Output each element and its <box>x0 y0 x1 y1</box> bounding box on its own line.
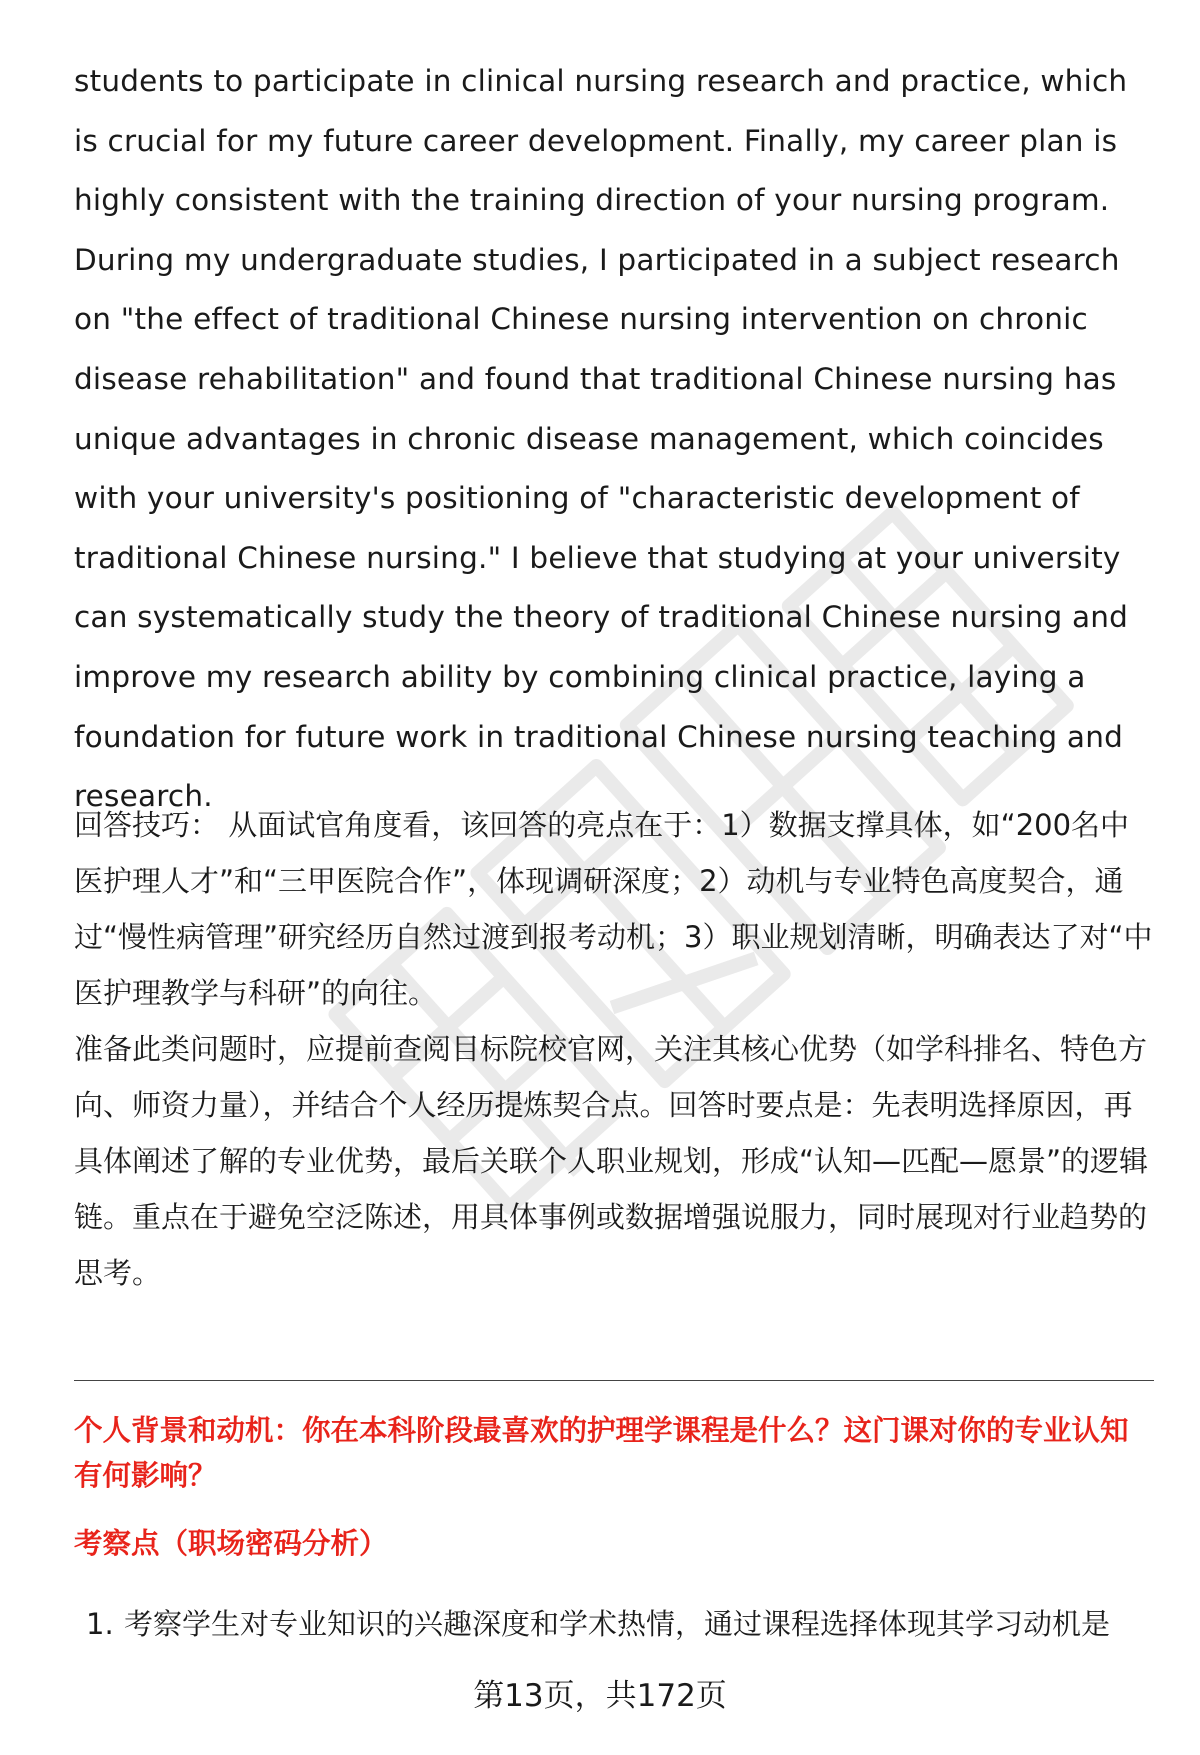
answer-tips-section <box>74 797 1154 1301</box>
question-title: 个人背景和动机：你在本科阶段最喜欢的护理学课程是什么？这门课对你的专业认知有何影响？ <box>74 1414 1129 1492</box>
assessment-points-list <box>74 1602 1154 1647</box>
answer-english-paragraph: students to participate in clinical nursing research and practice, which is crucial for my future career development. Finally, my career plan is highly consistent with the training direction of your nursing program. During my undergraduate studies, I participated in a subject research on "the effect of traditional Chinese nursing intervention on chronic disease rehabilitation" and found that traditional Chinese nursing has unique advantages in chronic disease management, which coincides with your university's positioning of "characteristic development of traditional Chinese nursing." I believe that studying at your university can systematically study the theory of traditional Chinese nursing and improve my research ability by combining clinical practice, laying a foundation for future work in traditional Chinese nursing teaching and research. <box>74 64 1129 814</box>
list-item <box>74 1602 1154 1647</box>
section-divider <box>74 1380 1154 1381</box>
page-number-footer: 第13页，共172页 <box>473 1678 727 1714</box>
list-item-text: 考察学生对专业知识的兴趣深度和学术热情，通过课程选择体现其学习动机是 <box>124 1607 1111 1641</box>
assessment-points-heading: 考察点（职场密码分析） <box>74 1527 388 1560</box>
answer-tips-paragraph: 回答技巧： 从面试官角度看，该回答的亮点在于：1）数据支撑具体，如“200名中医护理人才”和“三甲医院合作”，体现调研深度；2）动机与专业特色高度契合，通过“慢性病管理”研究经历自然过渡到报考动机；3）职业规划清晰，明确表达了对“中医护理教学与科研”的向往。 <box>74 808 1153 1010</box>
list-item-number: 1. <box>86 1607 114 1641</box>
preparation-advice-paragraph: 准备此类问题时，应提前查阅目标院校官网，关注其核心优势（如学科排名、特色方向、师资力量），并结合个人经历提炼契合点。回答时要点是：先表明选择原因，再具体阐述了解的专业优势，最后关联个人职业规划，形成“认知—匹配—愿景”的逻辑链。重点在于避免空泛陈述，用具体事例或数据增强说服力，同时展现对行业趋势的思考。 <box>74 1032 1149 1290</box>
